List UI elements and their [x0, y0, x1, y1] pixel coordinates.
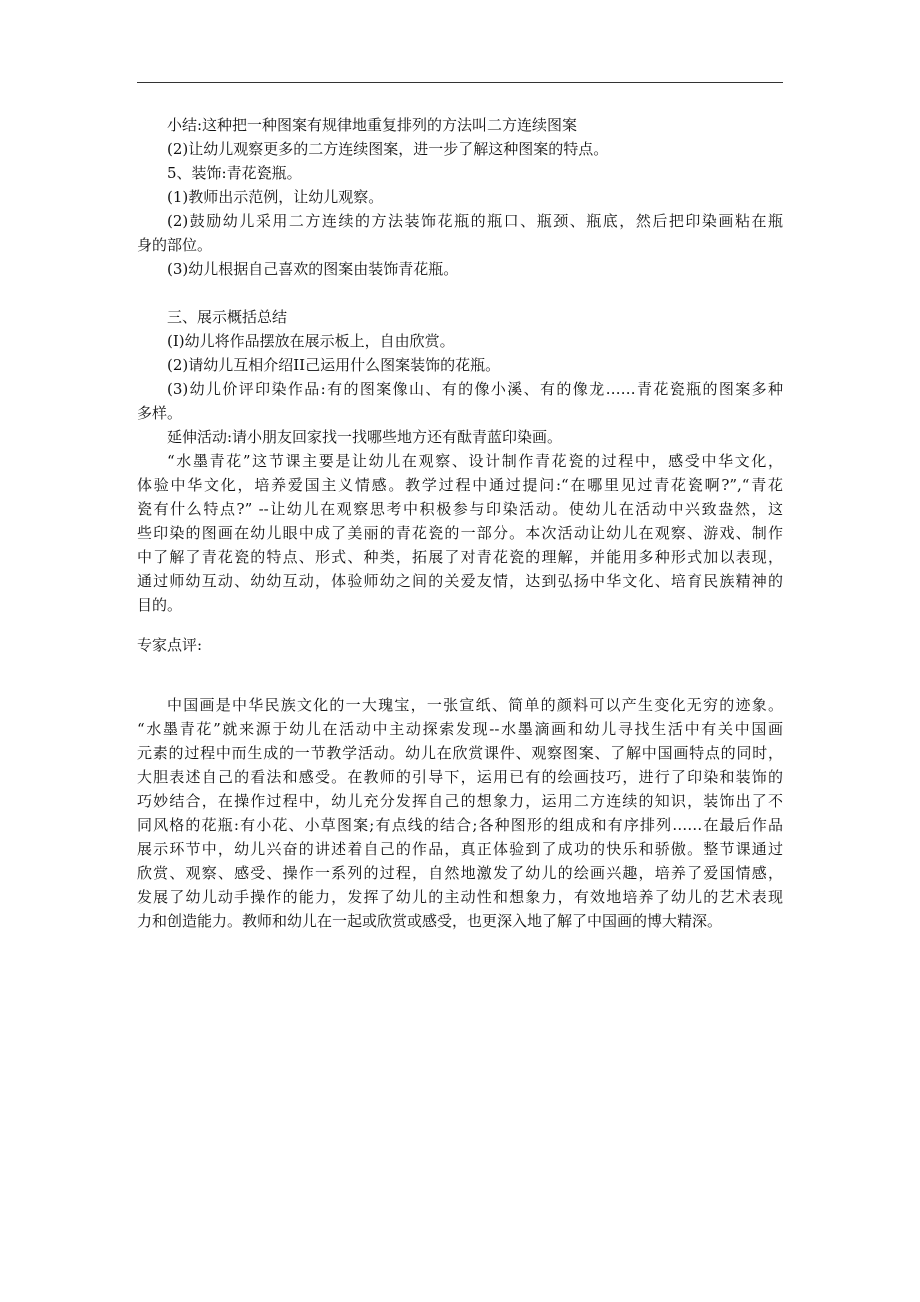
- paragraph-line: 元素的过程中而生成的一节教学活动。幼儿在欣赏课件、观察图案、了解中国画特点的同时，: [137, 744, 783, 762]
- section-heading: 三、展示概括总结: [167, 308, 288, 326]
- paragraph-line: 通过师幼互动、幼幼互动，体验师幼之间的关爱友情，达到弘扬中华文化、培育民族精神的: [137, 572, 783, 590]
- decorate-last-line: (3)幼儿根据自己喜欢的图案由装饰青花瓶。: [167, 260, 459, 278]
- paragraph-line: 身的部位。: [137, 236, 213, 254]
- summary-line: 小结:这种把一种图案有规律地重复排列的方法叫二方连续图案: [167, 116, 578, 134]
- paragraph-line: 展示环节中，幼儿兴奋的讲述着自己的作品，真正体验到了成功的快乐和骄傲。整节课通过: [137, 840, 783, 858]
- evaluate-paragraph: [137, 377, 783, 425]
- paragraph-line: 同风格的花瓶:有小花、小草图案;有点线的结合;各种图形的组成和有序排列……在最后作品: [137, 816, 783, 834]
- paragraph-line: 大胆表述自己的看法和感受。在教师的引导下，运用已有的绘画技巧，进行了印染和装饰的: [137, 768, 783, 786]
- observe-more-line: (2)让幼儿观察更多的二方连续图案，进一步了解这种图案的特点。: [167, 140, 609, 158]
- paragraph-line: (2)鼓励幼儿采用二方连续的方法装饰花瓶的瓶口、瓶颈、瓶底，然后把印染画粘在瓶: [167, 212, 783, 230]
- paragraph-line: (3)幼儿价评印染作品:有的图案像山、有的像小溪、有的像龙……青花瓷瓶的图案多种: [167, 380, 783, 398]
- introduce-line: (2)请幼儿互相介绍II己运用什么图案装饰的花瓶。: [167, 356, 501, 374]
- paragraph-line: 中了解了青花瓷的特点、形式、种类，拓展了对青花瓷的理解，并能用多种形式加以表现，: [137, 548, 783, 566]
- summary-paragraph: [137, 449, 783, 617]
- display-line: (I)幼儿将作品摆放在展示板上，自由欣赏。: [167, 332, 455, 350]
- paragraph-line: 欣赏、观察、感受、操作一系列的过程，自然地激发了幼儿的绘画兴趣，培养了爱国情感，: [137, 864, 783, 882]
- decorate-instruction-paragraph: [137, 209, 783, 257]
- paragraph-line: 力和创造能力。教师和幼儿在一起或欣赏或感受，也更深入地了解了中国画的博大精深。: [137, 912, 723, 930]
- paragraph-line: 中国画是中华民族文化的一大瑰宝，一张宣纸、简单的颜料可以产生变化无穷的迹象。: [167, 696, 783, 714]
- paragraph-line: 瓷有什么特点?” --让幼儿在观察思考中积极参与印染活动。使幼儿在活动中兴致盎然，这: [137, 500, 783, 518]
- paragraph-line: 体验中华文化，培养爱国主义情感。教学过程中通过提问:“在哪里见过青花瓷啊?”,“青花: [137, 476, 783, 494]
- paragraph-line: 巧妙结合，在操作过程中，幼儿充分发挥自己的想象力，运用二方连续的知识，装饰出了不: [137, 792, 783, 810]
- paragraph-line: “水墨青花”就来源于幼儿在活动中主动探索发现--水墨滴画和幼儿寻找生活中有关中国画: [137, 720, 783, 738]
- teacher-example-line: (1)教师出示范例，让幼儿观察。: [167, 188, 384, 206]
- expert-comment-paragraph: [137, 693, 783, 933]
- paragraph-line: “水墨青花”这节课主要是让幼儿在观察、设计制作青花瓷的过程中，感受中华文化，: [167, 452, 783, 470]
- paragraph-line: 发展了幼儿动手操作的能力，发挥了幼儿的主动性和想象力，有效地培养了幼儿的艺术表现: [137, 888, 783, 906]
- header-rule: [137, 82, 783, 83]
- paragraph-line: 些印染的图画在幼儿眼中成了美丽的青花瓷的一部分。本次活动让幼儿在观察、游戏、制作: [137, 524, 783, 542]
- document-body: [137, 113, 783, 933]
- decorate-heading: 5、装饰:青花瓷瓶。: [167, 164, 302, 182]
- paragraph-line: 目的。: [137, 596, 183, 614]
- extension-activity-line: 延伸活动:请小朋友回家找一找哪些地方还有酞青蓝印染画。: [167, 428, 563, 446]
- expert-comment-heading: 专家点评:: [137, 636, 203, 654]
- paragraph-line: 多样。: [137, 404, 183, 422]
